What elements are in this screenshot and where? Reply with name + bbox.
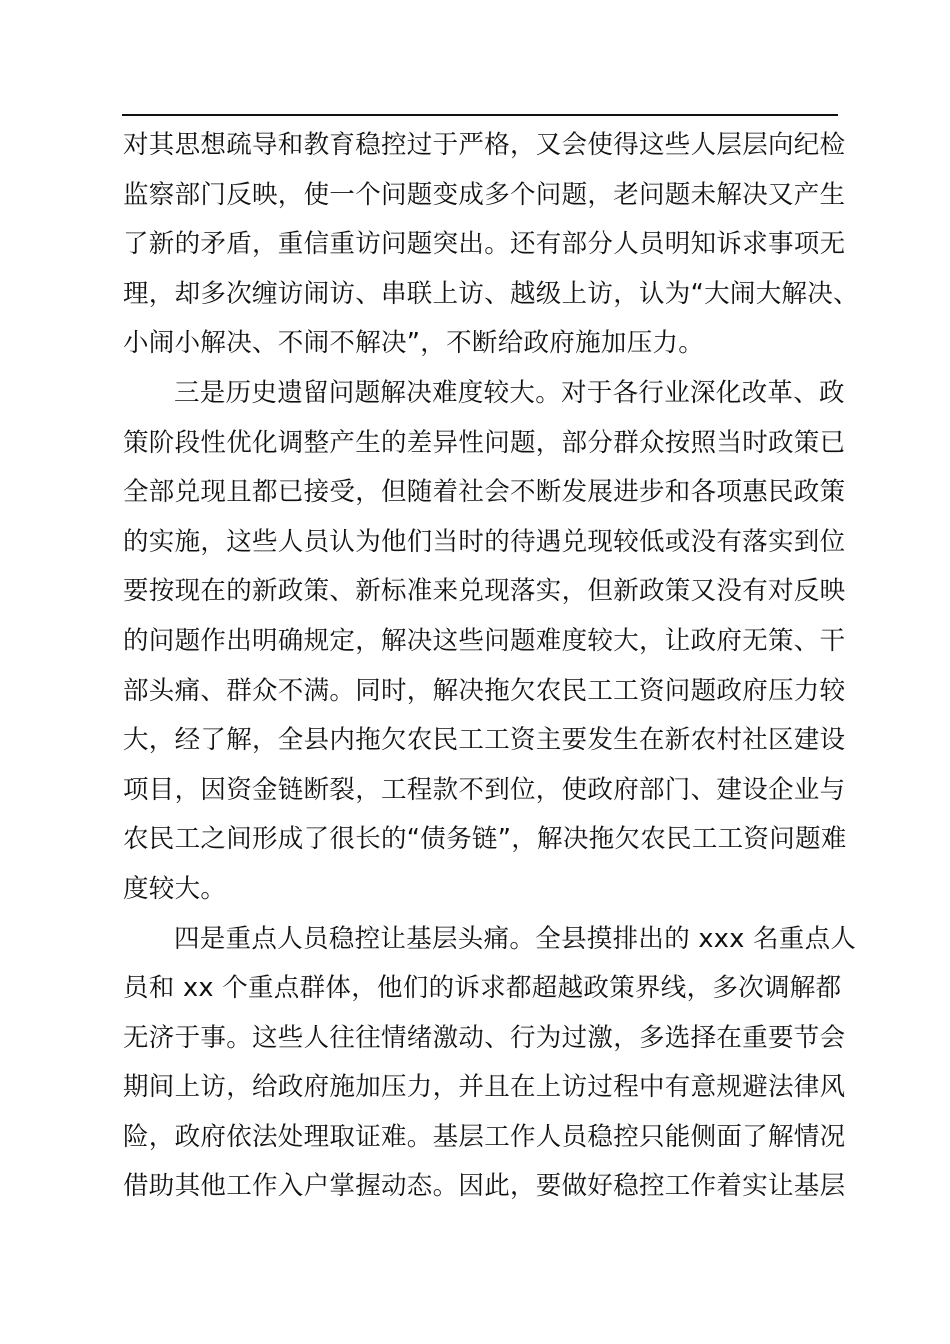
text-line: 险，政府依法处理取证难。基层工作人员稳控只能侧面了解情况 — [123, 1121, 846, 1152]
text-line: 小闹小解决、不闹不解决”，不断给政府施加压力。 — [123, 328, 705, 359]
text-line: 度较大。 — [123, 873, 227, 904]
text-line: 全部兑现且都已接受，但随着社会不断发展进步和各项惠民政策 — [123, 477, 846, 508]
text-line: 策阶段性优化调整产生的差异性问题，部分群众按照当时政策已 — [123, 427, 846, 458]
text-line: 员和 xx 个重点群体，他们的诉求都超越政策界线，多次调解都 — [123, 973, 842, 1004]
text-line: 的实施，这些人员认为他们当时的待遇兑现较低或没有落实到位 — [123, 526, 846, 557]
text-line: 对其思想疏导和教育稳控过于严格，又会使得这些人层层向纪检 — [123, 130, 846, 160]
text-line: 监察部门反映，使一个问题变成多个问题，老问题未解决又产生 — [123, 179, 846, 210]
text-line: 期间上访，给政府施加压力，并且在上访过程中有意规避法律风 — [123, 1072, 846, 1103]
text-line: 理，却多次缠访闹访、串联上访、越级上访，认为“大闹大解决、 — [123, 278, 859, 309]
text-line: 无济于事。这些人往往情绪激动、行为过激，多选择在重要节会 — [123, 1022, 846, 1053]
text-line: 借助其他工作入户掌握动态。因此，要做好稳控工作着实让基层 — [123, 1171, 846, 1202]
text-line: 项目，因资金链断裂，工程款不到位，使政府部门、建设企业与 — [123, 774, 846, 805]
text-line: 要按现在的新政策、新标准来兑现落实，但新政策又没有对反映 — [123, 576, 846, 607]
paragraph-start-line: 四是重点人员稳控让基层头痛。全县摸排出的 xxx 名重点人 — [174, 923, 857, 954]
text-line: 大，经了解，全县内拖欠农民工工资主要发生在新农村社区建设 — [123, 725, 846, 756]
text-line: 农民工之间形成了很长的“债务链”，解决拖欠农民工工资问题难 — [123, 824, 847, 855]
body-text — [123, 121, 859, 1212]
header-rule — [122, 114, 838, 116]
text-line: 的问题作出明确规定，解决这些问题难度较大，让政府无策、干 — [123, 625, 846, 656]
text-line: 了新的矛盾，重信重访问题突出。还有部分人员明知诉求事项无 — [123, 229, 846, 260]
paragraph-start-line: 三是历史遗留问题解决难度较大。对于各行业深化改革、政 — [174, 377, 845, 408]
text-line: 部头痛、群众不满。同时，解决拖欠农民工工资问题政府压力较 — [123, 675, 846, 706]
